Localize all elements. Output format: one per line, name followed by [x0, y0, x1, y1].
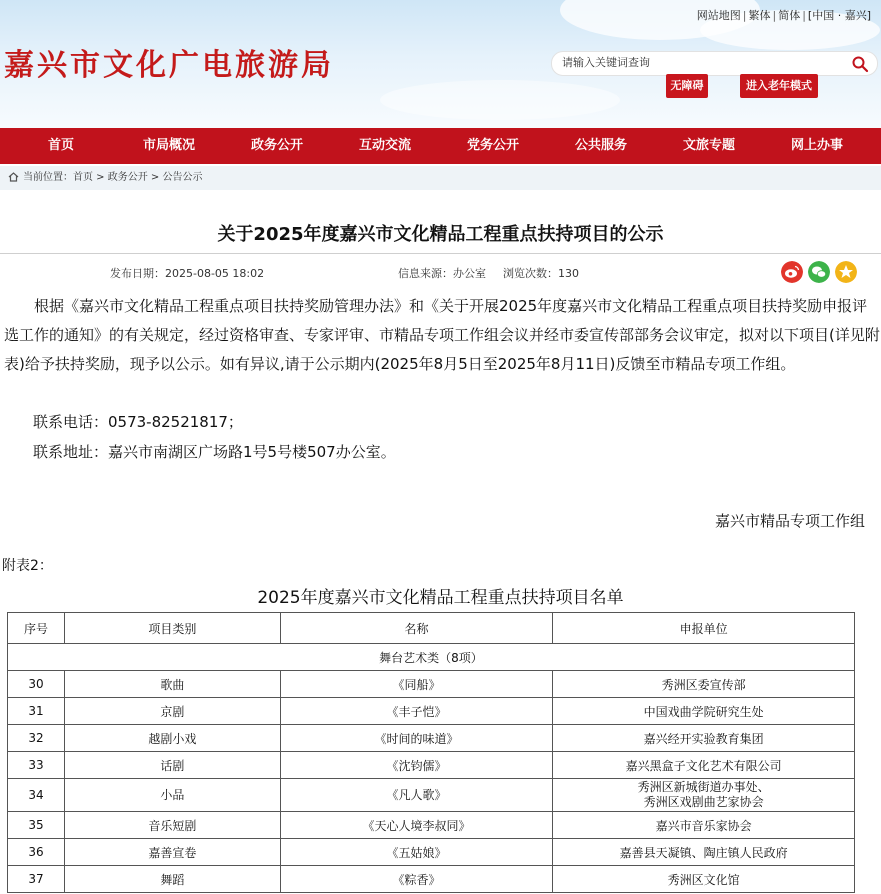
cell-name: 《同船》 [280, 671, 553, 698]
header-cloud [380, 80, 620, 120]
table-row [8, 812, 855, 839]
table-header-row [8, 613, 855, 644]
article-paragraph: 根据《嘉兴市文化精品工程重点项目扶持奖励管理办法》和《关于开展2025年度嘉兴市文化精品工程重点项目扶持奖励申报评选工作的通知》的有关规定，经过资格审查、专家评审、市精品专项工作组会议并经市委宣传部部务会议审定，拟对以下项目(详见附表)给予扶持奖励，现予以公示。如有异议,请于公示期内(2025年8月5日至2025年8月11日)反馈至市精品专项工作组。 [4, 297, 880, 373]
cell-unit-line: 秀洲区新城街道办事处、 [637, 780, 770, 794]
home-icon [8, 172, 19, 182]
cell-unit [553, 779, 855, 812]
table-row [8, 779, 855, 812]
contact-address: 联系地址：嘉兴市南湖区广场路1号5号楼507办公室。 [33, 443, 396, 461]
china-jiaxing-link[interactable]: [中国 · 嘉兴] [807, 9, 871, 22]
article-title: 关于2025年度嘉兴市文化精品工程重点扶持项目的公示 [217, 224, 664, 245]
publish-date: 发布日期：2025-08-05 18:02 [110, 267, 265, 280]
cell-unit: 嘉善县天凝镇、陶庄镇人民政府 [553, 839, 855, 866]
cell-category: 越剧小戏 [64, 725, 280, 752]
site-header [0, 0, 881, 128]
attachment-label: 附表2： [2, 558, 53, 574]
nav-item-party-affairs[interactable]: 党务公开 [466, 138, 520, 153]
search-box [551, 51, 878, 76]
cell-index: 31 [8, 698, 65, 725]
cell-category: 嘉善宣卷 [64, 839, 280, 866]
cell-unit: 中国戏曲学院研究生处 [553, 698, 855, 725]
table-title: 2025年度嘉兴市文化精品工程重点扶持项目名单 [257, 588, 624, 608]
cell-category: 小品 [64, 779, 280, 812]
article-body [4, 292, 880, 379]
cell-unit: 秀洲区委宣传部 [553, 671, 855, 698]
main-nav [0, 128, 881, 164]
cell-index: 32 [8, 725, 65, 752]
accessibility-button[interactable]: 无障碍 [666, 74, 708, 98]
section-label: 舞台艺术类（8项） [8, 644, 855, 671]
cell-index: 36 [8, 839, 65, 866]
breadcrumb-path[interactable]: 首页 > 政务公开 > 公告公示 [73, 172, 203, 183]
cell-category: 音乐短剧 [64, 812, 280, 839]
table-row [8, 698, 855, 725]
breadcrumb [0, 166, 881, 190]
cell-name: 《沈钧儒》 [280, 752, 553, 779]
cell-category: 话剧 [64, 752, 280, 779]
favorite-icon[interactable] [835, 261, 857, 283]
header-category: 项目类别 [64, 613, 280, 644]
signature: 嘉兴市精品专项工作组 [714, 512, 865, 530]
cell-index: 30 [8, 671, 65, 698]
breadcrumb-prefix: 当前位置： [23, 172, 73, 183]
cell-unit: 嘉兴经开实验教育集团 [553, 725, 855, 752]
cell-unit-line: 秀洲区戏剧曲艺家协会 [643, 795, 764, 809]
simplified-chinese-link[interactable]: 简体 [778, 9, 801, 22]
nav-item-culture-tourism[interactable]: 文旅专题 [682, 138, 736, 153]
nav-item-government-affairs[interactable]: 政务公开 [250, 138, 304, 153]
nav-item-public-service[interactable]: 公共服务 [574, 138, 628, 153]
project-table [7, 612, 855, 893]
cell-category: 歌曲 [64, 671, 280, 698]
cell-index: 35 [8, 812, 65, 839]
nav-item-overview[interactable]: 市局概况 [142, 138, 196, 153]
table-section-row [8, 644, 855, 671]
cell-index: 34 [8, 779, 65, 812]
table-row [8, 671, 855, 698]
nav-item-interaction[interactable]: 互动交流 [358, 138, 412, 153]
cell-name: 《丰子恺》 [280, 698, 553, 725]
cell-name: 《时间的味道》 [280, 725, 553, 752]
contact-phone: 联系电话：0573-82521817； [33, 413, 243, 431]
cell-name: 《凡人歌》 [280, 779, 553, 812]
cell-name: 《天心人境李叔同》 [280, 812, 553, 839]
search-icon[interactable] [851, 55, 869, 73]
traditional-chinese-link[interactable]: 繁体 [748, 9, 771, 22]
nav-item-online-services[interactable]: 网上办事 [790, 138, 844, 153]
cell-unit: 嘉兴黑盒子文化艺术有限公司 [553, 752, 855, 779]
header-index: 序号 [8, 613, 65, 644]
cell-unit: 嘉兴市音乐家协会 [553, 812, 855, 839]
header-unit: 申报单位 [553, 613, 855, 644]
cell-category: 舞蹈 [64, 866, 280, 893]
cell-unit: 秀洲区文化馆 [553, 866, 855, 893]
table-row [8, 866, 855, 893]
cell-category: 京剧 [64, 698, 280, 725]
nav-item-home[interactable]: 首页 [47, 138, 75, 153]
table-row [8, 839, 855, 866]
cell-name: 《五姑娘》 [280, 839, 553, 866]
header-name: 名称 [280, 613, 553, 644]
elder-mode-button[interactable]: 进入老年模式 [740, 74, 818, 98]
view-count: 浏览次数：130 [503, 267, 579, 280]
table-row [8, 725, 855, 752]
top-links: 网站地图 | 繁体 | 简体 | [中国 · 嘉兴] [696, 9, 871, 22]
divider [0, 253, 881, 254]
cell-index: 37 [8, 866, 65, 893]
sitemap-link[interactable]: 网站地图 [696, 9, 741, 22]
cell-index: 33 [8, 752, 65, 779]
search-input[interactable] [562, 56, 832, 69]
site-title[interactable]: 嘉兴市文化广电旅游局 [4, 48, 334, 83]
info-source: 信息来源：办公室 [398, 267, 486, 280]
weibo-icon[interactable] [781, 261, 803, 283]
table-row [8, 752, 855, 779]
wechat-icon[interactable] [808, 261, 830, 283]
cell-name: 《粽香》 [280, 866, 553, 893]
